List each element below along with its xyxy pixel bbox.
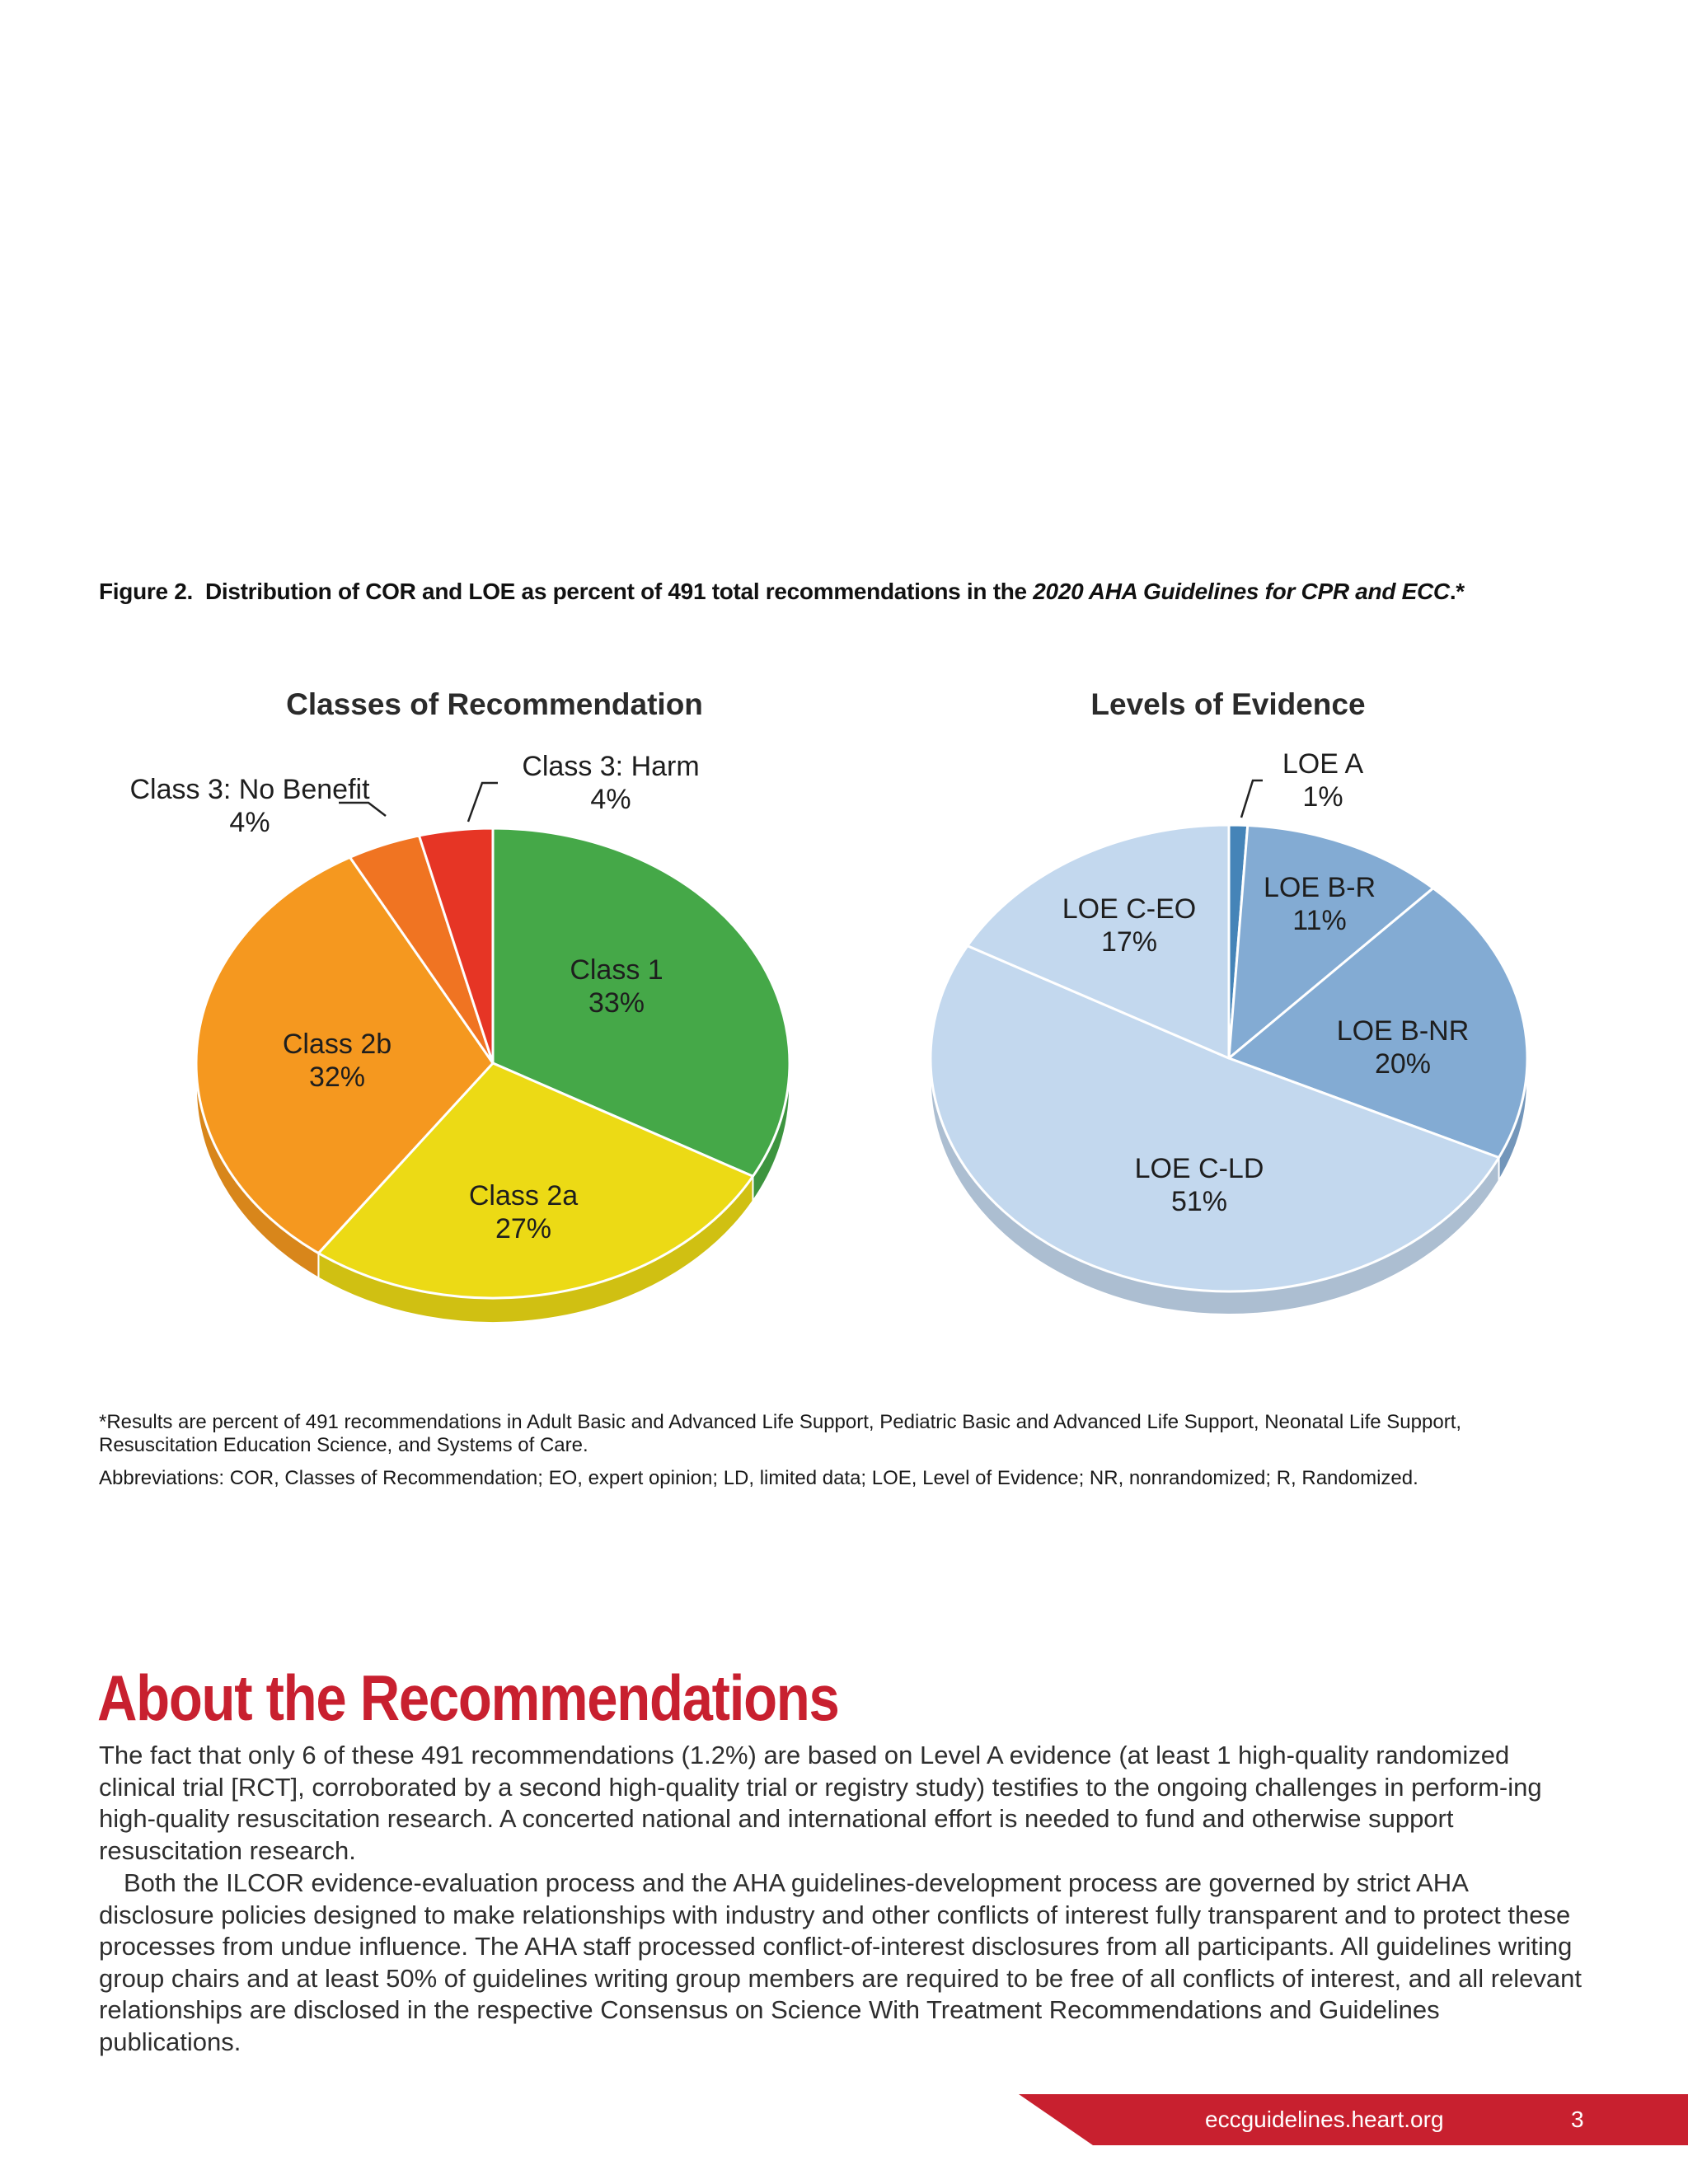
slice-label-class-3-no-benefit: Class 3: No Benefit (129, 774, 370, 805)
slice-value-class-2b: 32% (308, 1062, 366, 1093)
loe-chart-title: Levels of Evidence (1090, 687, 1366, 721)
slice-label-class-1: Class 1 (570, 954, 663, 986)
slice-value-loe-c-ld: 51% (1170, 1186, 1228, 1217)
cor-chart-title: Classes of Recommendation (286, 687, 703, 721)
footer-url[interactable]: eccguidelines.heart.org (1205, 2107, 1444, 2132)
figure-caption-suffix: .* (1449, 579, 1465, 604)
body-paragraph-2: Both the ILCOR evidence-evaluation process and the AHA guidelines-development process are governed by strict AHA disclosure policies designed to make relationships with industry and other conflicts of interest fully transparent and to protect these processes from undue influence. The AHA staff processed conflict-of-interest disclosures from all participants. All guidelines writing group chairs and at least 50% of guidelines writing group members are required to be free of all conflicts of interest, and all relevant relationships are disclosed in the respective Consensus on Science With Treatment Recommendations and Guidelines publications. (99, 1868, 1582, 2056)
slice-value-class-3-harm: 4% (590, 784, 631, 815)
leader-line-class-3-harm (468, 783, 498, 822)
leader-line-loe-a (1241, 780, 1263, 818)
slice-label-loe-a: LOE A (1282, 748, 1364, 780)
slice-value-class-1: 33% (588, 987, 645, 1019)
cor-pie-chart (129, 751, 790, 1323)
figure-label: Figure 2. (99, 579, 193, 604)
slice-value-loe-b-r: 11% (1292, 905, 1347, 936)
loe-pie-chart (931, 748, 1527, 1315)
page-number: 3 (1571, 2107, 1584, 2132)
slice-value-loe-b-nr: 20% (1374, 1048, 1432, 1080)
slice-value-loe-c-eo: 17% (1100, 926, 1158, 958)
slice-label-loe-c-ld: LOE C-LD (1134, 1153, 1264, 1184)
figure-caption (99, 579, 1599, 605)
section-heading: About the Recommendations (97, 1661, 839, 1734)
slice-value-class-2a: 27% (495, 1213, 552, 1244)
slice-label-loe-b-r: LOE B-R (1263, 872, 1376, 903)
slice-value-class-3-no-benefit: 4% (229, 807, 270, 838)
pie-charts (0, 659, 1688, 1385)
figure-caption-italic: 2020 AHA Guidelines for CPR and ECC (1033, 579, 1450, 604)
results-footnote: *Results are percent of 491 recommendations in Adult Basic and Advanced Life Support, Pediatric Basic and Advanced Life Support, Neonatal Life Support, Resuscitation Education Science, and Systems of Care. (99, 1411, 1462, 1456)
slice-value-loe-a: 1% (1302, 781, 1343, 813)
slice-label-loe-b-nr: LOE B-NR (1336, 1015, 1470, 1047)
slice-label-loe-c-eo: LOE C-EO (1062, 893, 1197, 925)
figure-caption-text: Distribution of COR and LOE as percent of 491 total recommendations in the (204, 579, 1027, 604)
slice-label-class-3-harm: Class 3: Harm (522, 751, 700, 782)
slice-label-class-2a: Class 2a (468, 1180, 579, 1212)
abbreviations-footnote: Abbreviations: COR, Classes of Recommendation; EO, expert opinion; LD, limited data; LOE, Level of Evidence; NR, nonrandomized; R, Randomized. (99, 1467, 1418, 1489)
slice-label-class-2b: Class 2b (282, 1029, 392, 1060)
body-paragraph-1: The fact that only 6 of these 491 recommendations (1.2%) are based on Level A evidence (at least 1 high-quality randomized clinical trial [RCT], corroborated by a second high-quality trial or registry study) testifies to the ongoing challenges in perform-ing high-quality resuscitation research. A concerted national and international effort is needed to fund and otherwise support resuscitation research. (99, 1741, 1542, 1865)
